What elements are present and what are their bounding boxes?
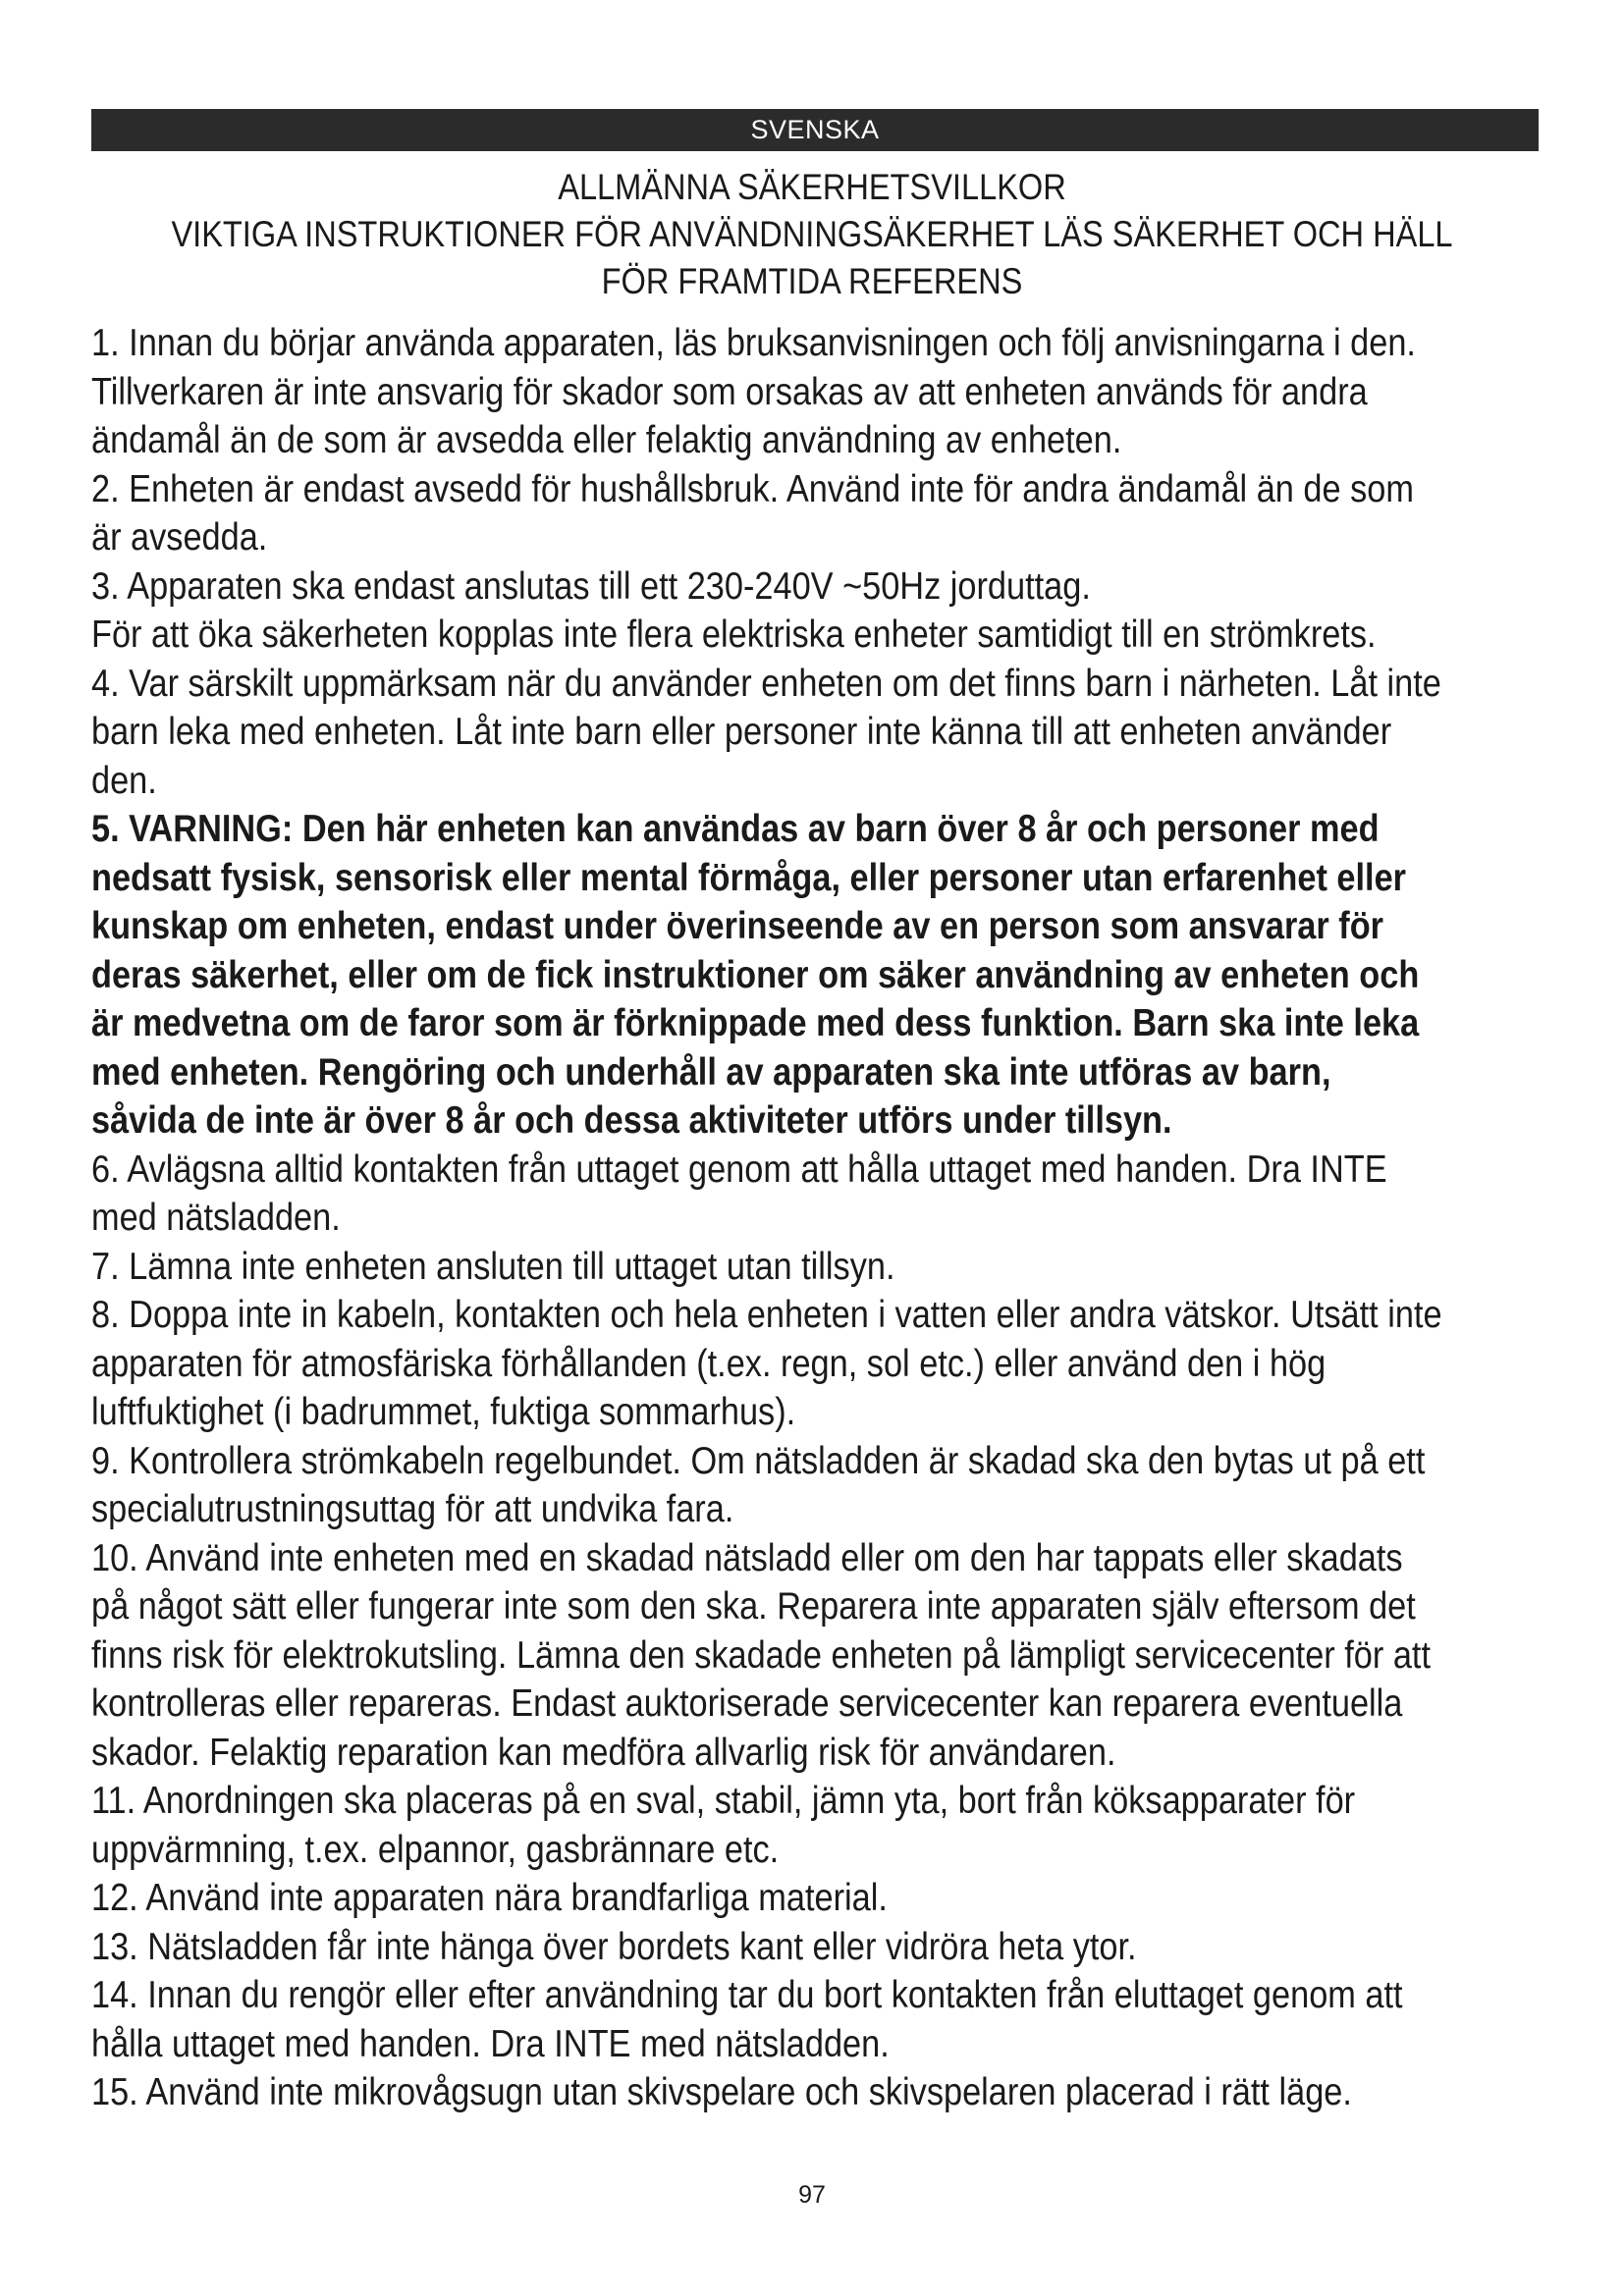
instruction-line: 2. Enheten är endast avsedd för hushållsbruk. Använd inte för andra ändamål än de som xyxy=(91,467,1414,510)
instruction-line: För att öka säkerheten kopplas inte flera elektriska enheter samtidigt till en strömkrets. xyxy=(91,614,1377,656)
instruction-item-5 xyxy=(91,805,1517,1146)
instruction-line: 5. VARNING: Den här enheten kan användas av barn över 8 år och personer med xyxy=(91,808,1380,850)
instruction-item-14 xyxy=(91,1971,1517,2068)
instruction-line: 4. Var särskilt uppmärksam när du använder enheten om det finns barn i närheten. Låt inte xyxy=(91,662,1441,705)
instruction-line: är avsedda. xyxy=(91,516,268,559)
instruction-line: nedsatt fysisk, sensorisk eller mental förmåga, eller personer utan erfarenhet eller xyxy=(91,856,1407,899)
instruction-line: skador. Felaktig reparation kan medföra allvarlig risk för användaren. xyxy=(91,1731,1116,1774)
instruction-line: apparaten för atmosfäriska förhållanden (t.ex. regn, sol etc.) eller använd den i hög xyxy=(91,1342,1326,1385)
instruction-item-15 xyxy=(91,2068,1517,2117)
instruction-line: 12. Använd inte apparaten nära brandfarliga material. xyxy=(91,1877,888,1919)
instruction-line: finns risk för elektrokutsling. Lämna den skadade enheten på lämpligt servicecenter för att xyxy=(91,1633,1432,1677)
instruction-line: Tillverkaren är inte ansvarig för skador som orsakas av att enheten används för andra xyxy=(91,370,1368,413)
instruction-item-4 xyxy=(91,660,1517,806)
language-label: SVENSKA xyxy=(750,115,880,144)
page-number: 97 xyxy=(798,2181,826,2209)
instruction-line: är medvetna om de faror som är förknippade med dess funktion. Barn ska inte leka xyxy=(91,1002,1420,1044)
language-header-bar xyxy=(91,109,1539,151)
instruction-item-6 xyxy=(91,1146,1517,1243)
instruction-line: 8. Doppa inte in kabeln, kontakten och hela enheten i vatten eller andra vätskor. Utsätt inte xyxy=(91,1294,1442,1336)
instruction-line: den. xyxy=(91,759,157,802)
instruction-line: kunskap om enheten, endast under överinseende av en person som ansvarar för xyxy=(91,905,1384,947)
instruction-line: med nätsladden. xyxy=(91,1197,341,1239)
instruction-item-13 xyxy=(91,1923,1517,1972)
instruction-line: 11. Anordningen ska placeras på en sval, stabil, jämn yta, bort från köksapparater för xyxy=(91,1780,1356,1822)
instruction-line: specialutrustningsuttag för att undvika fara. xyxy=(91,1488,734,1530)
instruction-line: deras säkerhet, eller om de fick instruktioner om säker användning av enheten och xyxy=(91,953,1420,996)
instruction-item-9 xyxy=(91,1437,1517,1534)
instruction-line: 6. Avlägsna alltid kontakten från uttaget genom att hålla uttaget med handen. Dra INTE xyxy=(91,1148,1387,1191)
instruction-line: barn leka med enheten. Låt inte barn eller personer inte känna till att enheten använder xyxy=(91,711,1392,753)
instruction-item-12 xyxy=(91,1874,1517,1923)
instruction-line: på något sätt eller fungerar inte som den ska. Reparera inte apparaten själv eftersom det xyxy=(91,1585,1416,1628)
instruction-line: uppvärmning, t.ex. elpannor, gasbrännare etc. xyxy=(91,1828,780,1871)
instruction-item-7 xyxy=(91,1243,1517,1292)
main-title: ALLMÄNNA SÄKERHETSVILLKOR xyxy=(558,167,1066,207)
instruction-item-1 xyxy=(91,319,1517,465)
instruction-item-10 xyxy=(91,1534,1517,1778)
instruction-item-11 xyxy=(91,1777,1517,1874)
title-block xyxy=(149,164,1475,305)
instruction-line: 9. Kontrollera strömkabeln regelbundet. Om nätsladden är skadad ska den bytas ut på ett xyxy=(91,1439,1426,1482)
instruction-line: kontrolleras eller repareras. Endast auktoriserade servicecenter kan reparera eventuella xyxy=(91,1682,1403,1725)
instruction-line: luftfuktighet (i badrummet, fuktiga sommarhus). xyxy=(91,1391,796,1433)
instruction-line: 14. Innan du rengör eller efter användning tar du bort kontakten från eluttaget genom att xyxy=(91,1974,1403,2016)
subtitle-line-2: FÖR FRAMTIDA REFERENS xyxy=(601,261,1023,301)
subtitle-line-1: VIKTIGA INSTRUKTIONER FÖR ANVÄNDNINGSÄKERHET LÄS SÄKERHET OCH HÄLL xyxy=(171,214,1453,254)
instruction-line: 10. Använd inte enheten med en skadad nätsladd eller om den har tappats eller skadats xyxy=(91,1536,1403,1579)
instruction-item-3 xyxy=(91,562,1517,660)
instruction-line: 3. Apparaten ska endast anslutas till ett 230-240V ~50Hz jorduttag. xyxy=(91,564,1091,608)
safety-instructions-list xyxy=(91,319,1517,2117)
instruction-line: 7. Lämna inte enheten ansluten till uttaget utan tillsyn. xyxy=(91,1245,895,1288)
instruction-item-2 xyxy=(91,465,1517,562)
instruction-line: 15. Använd inte mikrovågsugn utan skivspelare och skivspelaren placerad i rätt läge. xyxy=(91,2071,1352,2113)
instruction-item-8 xyxy=(91,1291,1517,1437)
instruction-line: 13. Nätsladden får inte hänga över bordets kant eller vidröra heta ytor. xyxy=(91,1925,1137,1968)
instruction-line: med enheten. Rengöring och underhåll av apparaten ska inte utföras av barn, xyxy=(91,1050,1331,1094)
instruction-line: såvida de inte är över 8 år och dessa aktiviteter utförs under tillsyn. xyxy=(91,1099,1172,1142)
instruction-line: ändamål än de som är avsedda eller felaktig användning av enheten. xyxy=(91,419,1122,461)
instruction-line: 1. Innan du börjar använda apparaten, läs bruksanvisningen och följ anvisningarna i den. xyxy=(91,322,1416,364)
instruction-line: hålla uttaget med handen. Dra INTE med nätsladden. xyxy=(91,2022,890,2065)
